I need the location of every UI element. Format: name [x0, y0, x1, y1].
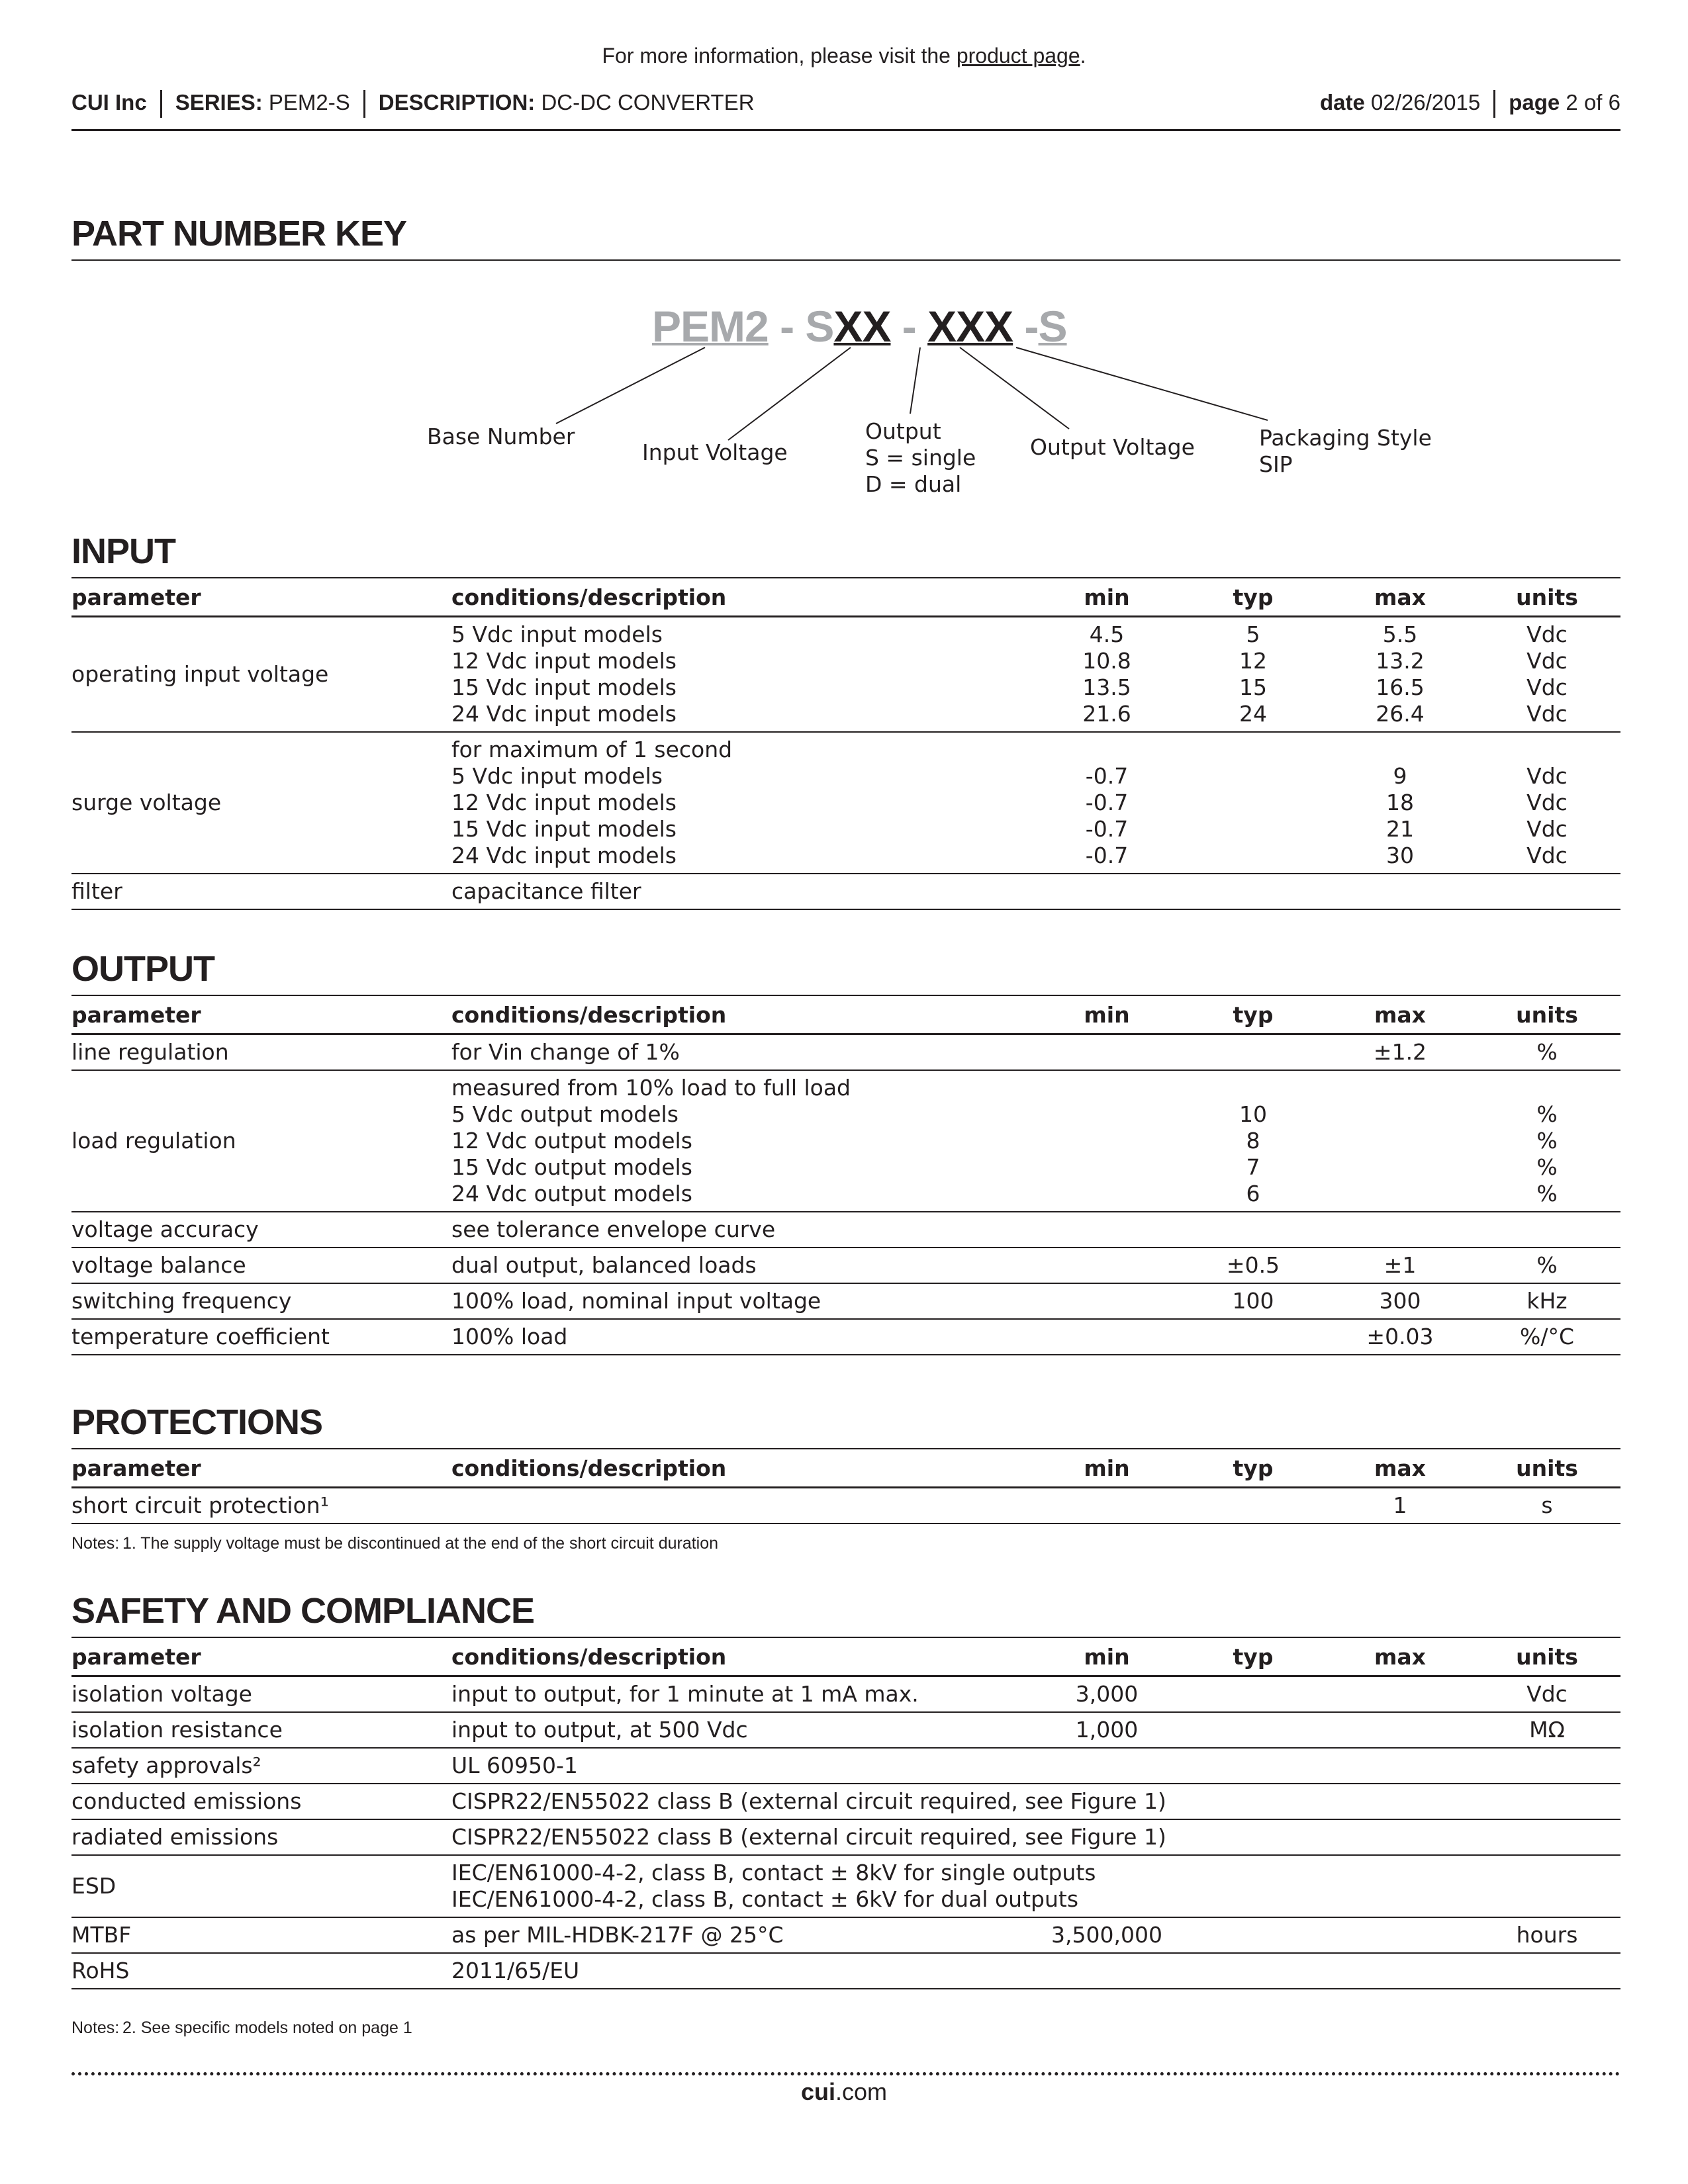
table-row [71, 1034, 1620, 1071]
col-conditions: conditions/description [451, 578, 1034, 617]
table-row [71, 1488, 1620, 1524]
table-header-row [71, 1449, 1620, 1488]
cell-typ [1180, 874, 1327, 909]
code-dash: - [890, 302, 928, 351]
col-conditions: conditions/description [451, 995, 1034, 1034]
cell-max [1327, 1712, 1474, 1748]
col-parameter: parameter [71, 1449, 451, 1488]
code-output-voltage: XXX [927, 302, 1013, 351]
section-title-part-number-key: PART NUMBER KEY [71, 214, 407, 253]
company-name: CUI Inc [71, 90, 147, 114]
cell-typ [1180, 732, 1327, 874]
cell-units [1474, 874, 1620, 909]
cell-conditions: dual output, balanced loads [451, 1248, 1034, 1283]
cell-conditions: capacitance filter [451, 874, 1034, 909]
table-row [71, 1712, 1620, 1748]
cell-typ [1180, 1712, 1327, 1748]
cell-units: % [1474, 1248, 1620, 1283]
cell-max [1327, 1748, 1474, 1784]
table-row [71, 1855, 1620, 1917]
cell-typ [1180, 1319, 1327, 1355]
cell-max: ±1 [1327, 1248, 1474, 1283]
cell-parameter: switching frequency [71, 1283, 451, 1319]
section-title-output: OUTPUT [71, 949, 214, 989]
footer-brand-domain: .com [835, 2078, 888, 2105]
leader-line-input [728, 347, 851, 440]
description-value: DC-DC CONVERTER [541, 90, 755, 114]
cell-conditions: see tolerance envelope curve [451, 1212, 1034, 1248]
cell-min: -0.7 -0.7 -0.7 -0.7 [1034, 732, 1180, 874]
protections-notes [71, 1534, 718, 1553]
col-units: units [1474, 578, 1620, 617]
col-max: max [1327, 995, 1474, 1034]
cell-units [1474, 1748, 1620, 1784]
cell-parameter: voltage accuracy [71, 1212, 451, 1248]
cell-min [1034, 1212, 1180, 1248]
label-output: Output S = single D = dual [865, 418, 976, 497]
cell-units: s [1474, 1488, 1620, 1524]
cell-conditions: input to output, for 1 minute at 1 mA max. [451, 1676, 1034, 1713]
cell-typ [1180, 1488, 1327, 1524]
table-row [71, 1070, 1620, 1212]
note-text: 2. See specific models noted on page 1 [122, 2019, 412, 2037]
code-packaging: S [1038, 302, 1067, 351]
col-max: max [1327, 578, 1474, 617]
cell-typ [1180, 1748, 1327, 1784]
section-title-protections: PROTECTIONS [71, 1402, 323, 1442]
cell-min [1034, 1070, 1180, 1212]
notes-label: Notes: [71, 1534, 120, 1553]
table-row [71, 1248, 1620, 1283]
output-table [71, 995, 1620, 1355]
col-units: units [1474, 995, 1620, 1034]
cell-conditions: 2011/65/EU [451, 1953, 1620, 1989]
cell-conditions: CISPR22/EN55022 class B (external circuit required, see Figure 1) [451, 1819, 1620, 1855]
col-conditions: conditions/description [451, 1449, 1034, 1488]
footer-brand[interactable] [0, 2078, 1688, 2106]
info-suffix: . [1080, 44, 1086, 68]
cell-parameter: radiated emissions [71, 1819, 451, 1855]
cell-min [1034, 1034, 1180, 1071]
col-parameter: parameter [71, 995, 451, 1034]
cell-typ: 10 8 7 6 [1180, 1070, 1327, 1212]
cell-typ: 5 12 15 24 [1180, 617, 1327, 733]
cell-parameter: isolation voltage [71, 1676, 451, 1713]
leader-line-output-voltage [960, 347, 1069, 429]
cell-max: ±0.03 [1327, 1319, 1474, 1355]
cell-units: % [1474, 1034, 1620, 1071]
cell-min: 3,000 [1034, 1676, 1180, 1713]
cell-typ [1180, 1917, 1327, 1953]
note-text: 1. The supply voltage must be discontinued at the end of the short circuit duration [122, 1534, 719, 1553]
cell-min [1034, 1748, 1180, 1784]
table-row [71, 1784, 1620, 1819]
table-header-row [71, 995, 1620, 1034]
cell-max: ±1.2 [1327, 1034, 1474, 1071]
cell-units: % % % % [1474, 1070, 1620, 1212]
table-row [71, 617, 1620, 733]
label-input-voltage: Input Voltage [642, 439, 788, 465]
cell-max [1327, 1212, 1474, 1248]
input-table [71, 577, 1620, 910]
cell-min: 3,500,000 [1034, 1917, 1180, 1953]
table-header-row [71, 578, 1620, 617]
cell-parameter: RoHS [71, 1953, 451, 1989]
cell-max [1327, 1070, 1474, 1212]
protections-table [71, 1448, 1620, 1524]
series-label: SERIES: [175, 90, 263, 114]
col-typ: typ [1180, 578, 1327, 617]
col-typ: typ [1180, 995, 1327, 1034]
cell-conditions: as per MIL-HDBK-217F @ 25°C [451, 1917, 1034, 1953]
code-dash: - [768, 302, 806, 351]
cell-max: 1 [1327, 1488, 1474, 1524]
section-title-input: INPUT [71, 531, 175, 571]
cell-typ: ±0.5 [1180, 1248, 1327, 1283]
col-parameter: parameter [71, 578, 451, 617]
cell-conditions [451, 1488, 1034, 1524]
cell-parameter: safety approvals² [71, 1748, 451, 1784]
table-row [71, 1283, 1620, 1319]
cell-parameter: temperature coefficient [71, 1319, 451, 1355]
cell-units: Vdc Vdc Vdc Vdc [1474, 617, 1620, 733]
page-value: 2 of 6 [1566, 90, 1620, 114]
cell-min [1034, 874, 1180, 909]
cell-min: 4.5 10.8 13.5 21.6 [1034, 617, 1180, 733]
cell-units: Vdc Vdc Vdc Vdc [1474, 732, 1620, 874]
cell-conditions: UL 60950-1 [451, 1748, 1034, 1784]
cell-units: Vdc [1474, 1676, 1620, 1713]
cell-parameter: MTBF [71, 1917, 451, 1953]
cell-conditions: for Vin change of 1% [451, 1034, 1034, 1071]
page-label: page [1509, 90, 1560, 114]
footer-dotted-rule [71, 2072, 1620, 2075]
cell-units: hours [1474, 1917, 1620, 1953]
cell-max: 5.5 13.2 16.5 26.4 [1327, 617, 1474, 733]
col-min: min [1034, 995, 1180, 1034]
cell-max: 9 18 21 30 [1327, 732, 1474, 874]
cell-min [1034, 1488, 1180, 1524]
table-row [71, 1319, 1620, 1355]
cell-conditions: input to output, at 500 Vdc [451, 1712, 1034, 1748]
cell-conditions: 100% load [451, 1319, 1034, 1355]
cell-parameter: load regulation [71, 1070, 451, 1212]
table-row [71, 1819, 1620, 1855]
table-row [71, 732, 1620, 874]
cell-units: MΩ [1474, 1712, 1620, 1748]
table-row [71, 1953, 1620, 1989]
table-row [71, 874, 1620, 909]
col-parameter: parameter [71, 1637, 451, 1676]
safety-table [71, 1637, 1620, 1989]
cell-parameter: line regulation [71, 1034, 451, 1071]
cell-conditions: 5 Vdc input models 12 Vdc input models 15 Vdc input models 24 Vdc input models [451, 617, 1034, 733]
table-row [71, 1212, 1620, 1248]
safety-notes [71, 2019, 412, 2038]
section-title-safety: SAFETY AND COMPLIANCE [71, 1591, 535, 1631]
cell-units [1474, 1212, 1620, 1248]
cell-typ [1180, 1034, 1327, 1071]
cell-parameter: short circuit protection¹ [71, 1488, 451, 1524]
cell-min [1034, 1248, 1180, 1283]
col-min: min [1034, 1637, 1180, 1676]
cell-conditions: CISPR22/EN55022 class B (external circuit required, see Figure 1) [451, 1784, 1620, 1819]
cell-min: 1,000 [1034, 1712, 1180, 1748]
notes-label: Notes: [71, 2019, 120, 2037]
table-header-row [71, 1637, 1620, 1676]
label-base-number: Base Number [427, 424, 575, 449]
cell-parameter: operating input voltage [71, 617, 451, 733]
product-page-link[interactable]: product page [956, 44, 1080, 68]
cell-conditions: for maximum of 1 second 5 Vdc input models 12 Vdc input models 15 Vdc input models 24 Vdc input models [451, 732, 1034, 874]
date-label: date [1320, 90, 1365, 114]
cell-max [1327, 1676, 1474, 1713]
cell-min [1034, 1319, 1180, 1355]
table-row [71, 1917, 1620, 1953]
label-output-voltage: Output Voltage [1030, 434, 1195, 460]
col-units: units [1474, 1449, 1620, 1488]
col-max: max [1327, 1449, 1474, 1488]
description-label: DESCRIPTION: [378, 90, 536, 114]
col-units: units [1474, 1637, 1620, 1676]
col-typ: typ [1180, 1637, 1327, 1676]
cell-max: 300 [1327, 1283, 1474, 1319]
leader-line-base [556, 347, 705, 424]
cell-typ [1180, 1676, 1327, 1713]
label-packaging-style: Packaging Style SIP [1259, 425, 1432, 477]
cell-parameter: surge voltage [71, 732, 451, 874]
cell-typ: 100 [1180, 1283, 1327, 1319]
col-min: min [1034, 578, 1180, 617]
date-value: 02/26/2015 [1371, 90, 1481, 114]
col-max: max [1327, 1637, 1474, 1676]
leader-line-output [910, 347, 920, 414]
cell-parameter: filter [71, 874, 451, 909]
cell-units: %/°C [1474, 1319, 1620, 1355]
cell-conditions: 100% load, nominal input voltage [451, 1283, 1034, 1319]
col-min: min [1034, 1449, 1180, 1488]
cell-units: kHz [1474, 1283, 1620, 1319]
cell-parameter: conducted emissions [71, 1784, 451, 1819]
cell-conditions: IEC/EN61000-4-2, class B, contact ± 8kV for single outputs IEC/EN61000-4-2, class B, contact ± 6kV for dual outputs [451, 1855, 1620, 1917]
cell-parameter: ESD [71, 1855, 451, 1917]
code-base: PEM2 [652, 302, 769, 351]
cell-min [1034, 1283, 1180, 1319]
footer-brand-bold: cui [800, 2078, 835, 2105]
cell-max [1327, 1917, 1474, 1953]
table-row [71, 1676, 1620, 1713]
cell-parameter: voltage balance [71, 1248, 451, 1283]
leader-line-packaging [1016, 347, 1268, 420]
table-row [71, 1748, 1620, 1784]
code-dash: - [1013, 302, 1039, 351]
part-number-leader-lines [0, 0, 1688, 529]
cell-typ [1180, 1212, 1327, 1248]
info-prefix: For more information, please visit the [602, 44, 951, 68]
col-conditions: conditions/description [451, 1637, 1034, 1676]
col-typ: typ [1180, 1449, 1327, 1488]
cell-conditions: measured from 10% load to full load 5 Vdc output models 12 Vdc output models 15 Vdc output models 24 Vdc output models [451, 1070, 1034, 1212]
cell-max [1327, 874, 1474, 909]
code-input: XX [833, 302, 891, 351]
series-value: PEM2-S [268, 90, 350, 114]
cell-parameter: isolation resistance [71, 1712, 451, 1748]
code-s: S [805, 302, 834, 351]
